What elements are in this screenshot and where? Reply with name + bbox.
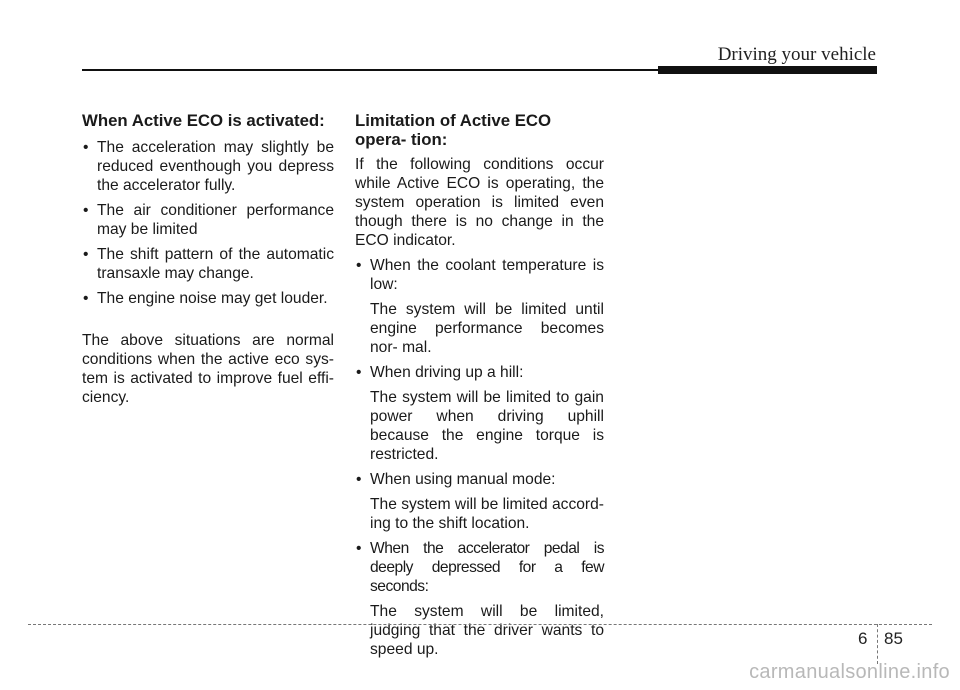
header-rule-thick <box>658 66 877 74</box>
list-item: • The air conditioner performance may be limited <box>82 201 334 239</box>
page-number: 85 <box>884 629 903 648</box>
left-column <box>82 111 334 407</box>
list-item: • The shift pattern of the automatic transaxle may change. <box>82 245 334 283</box>
footer-vertical-divider <box>877 624 878 664</box>
condition-list <box>355 256 604 659</box>
footer-dashed-rule <box>28 624 932 625</box>
header-title: Driving your vehicle <box>717 44 876 65</box>
left-paragraph: The above situations are normal conditions when the active eco sys- tem is activated to improve fuel effi- ciency. <box>82 332 334 406</box>
condition-detail: The system will be limited accord- ing to the shift location. <box>370 496 604 532</box>
condition-detail: The system will be limited to gain power when driving uphill because the engine torque is restricted. <box>370 389 604 463</box>
left-heading: When Active ECO is activated: <box>82 111 325 130</box>
list-item: • The acceleration may slightly be reduced eventhough you depress the accelerator fully. <box>82 138 334 195</box>
condition-item: • When driving up a hill: <box>355 363 604 382</box>
right-heading: Limitation of Active ECO opera- tion: <box>355 111 552 149</box>
right-column <box>355 111 604 665</box>
list-item: • The engine noise may get louder. <box>82 289 334 308</box>
section-number: 6 <box>858 629 868 648</box>
watermark-link[interactable]: carmanualsonline.info <box>749 661 950 683</box>
right-intro: If the following conditions occur while Active ECO is operating, the system operation is limited even though there is no change in the ECO indicator. <box>355 156 604 249</box>
condition-item: • When using manual mode: <box>355 470 604 489</box>
condition-item: • When the accelerator pedal is deeply depressed for a few seconds: <box>355 539 604 596</box>
condition-item: • When the coolant temperature is low: <box>355 256 604 294</box>
condition-detail: The system will be limited until engine performance becomes nor- mal. <box>370 301 604 356</box>
condition-detail: The system will be limited, judging that the driver wants to speed up. <box>370 603 604 658</box>
header-rule-thin <box>82 69 662 71</box>
left-bullet-list <box>82 138 334 308</box>
